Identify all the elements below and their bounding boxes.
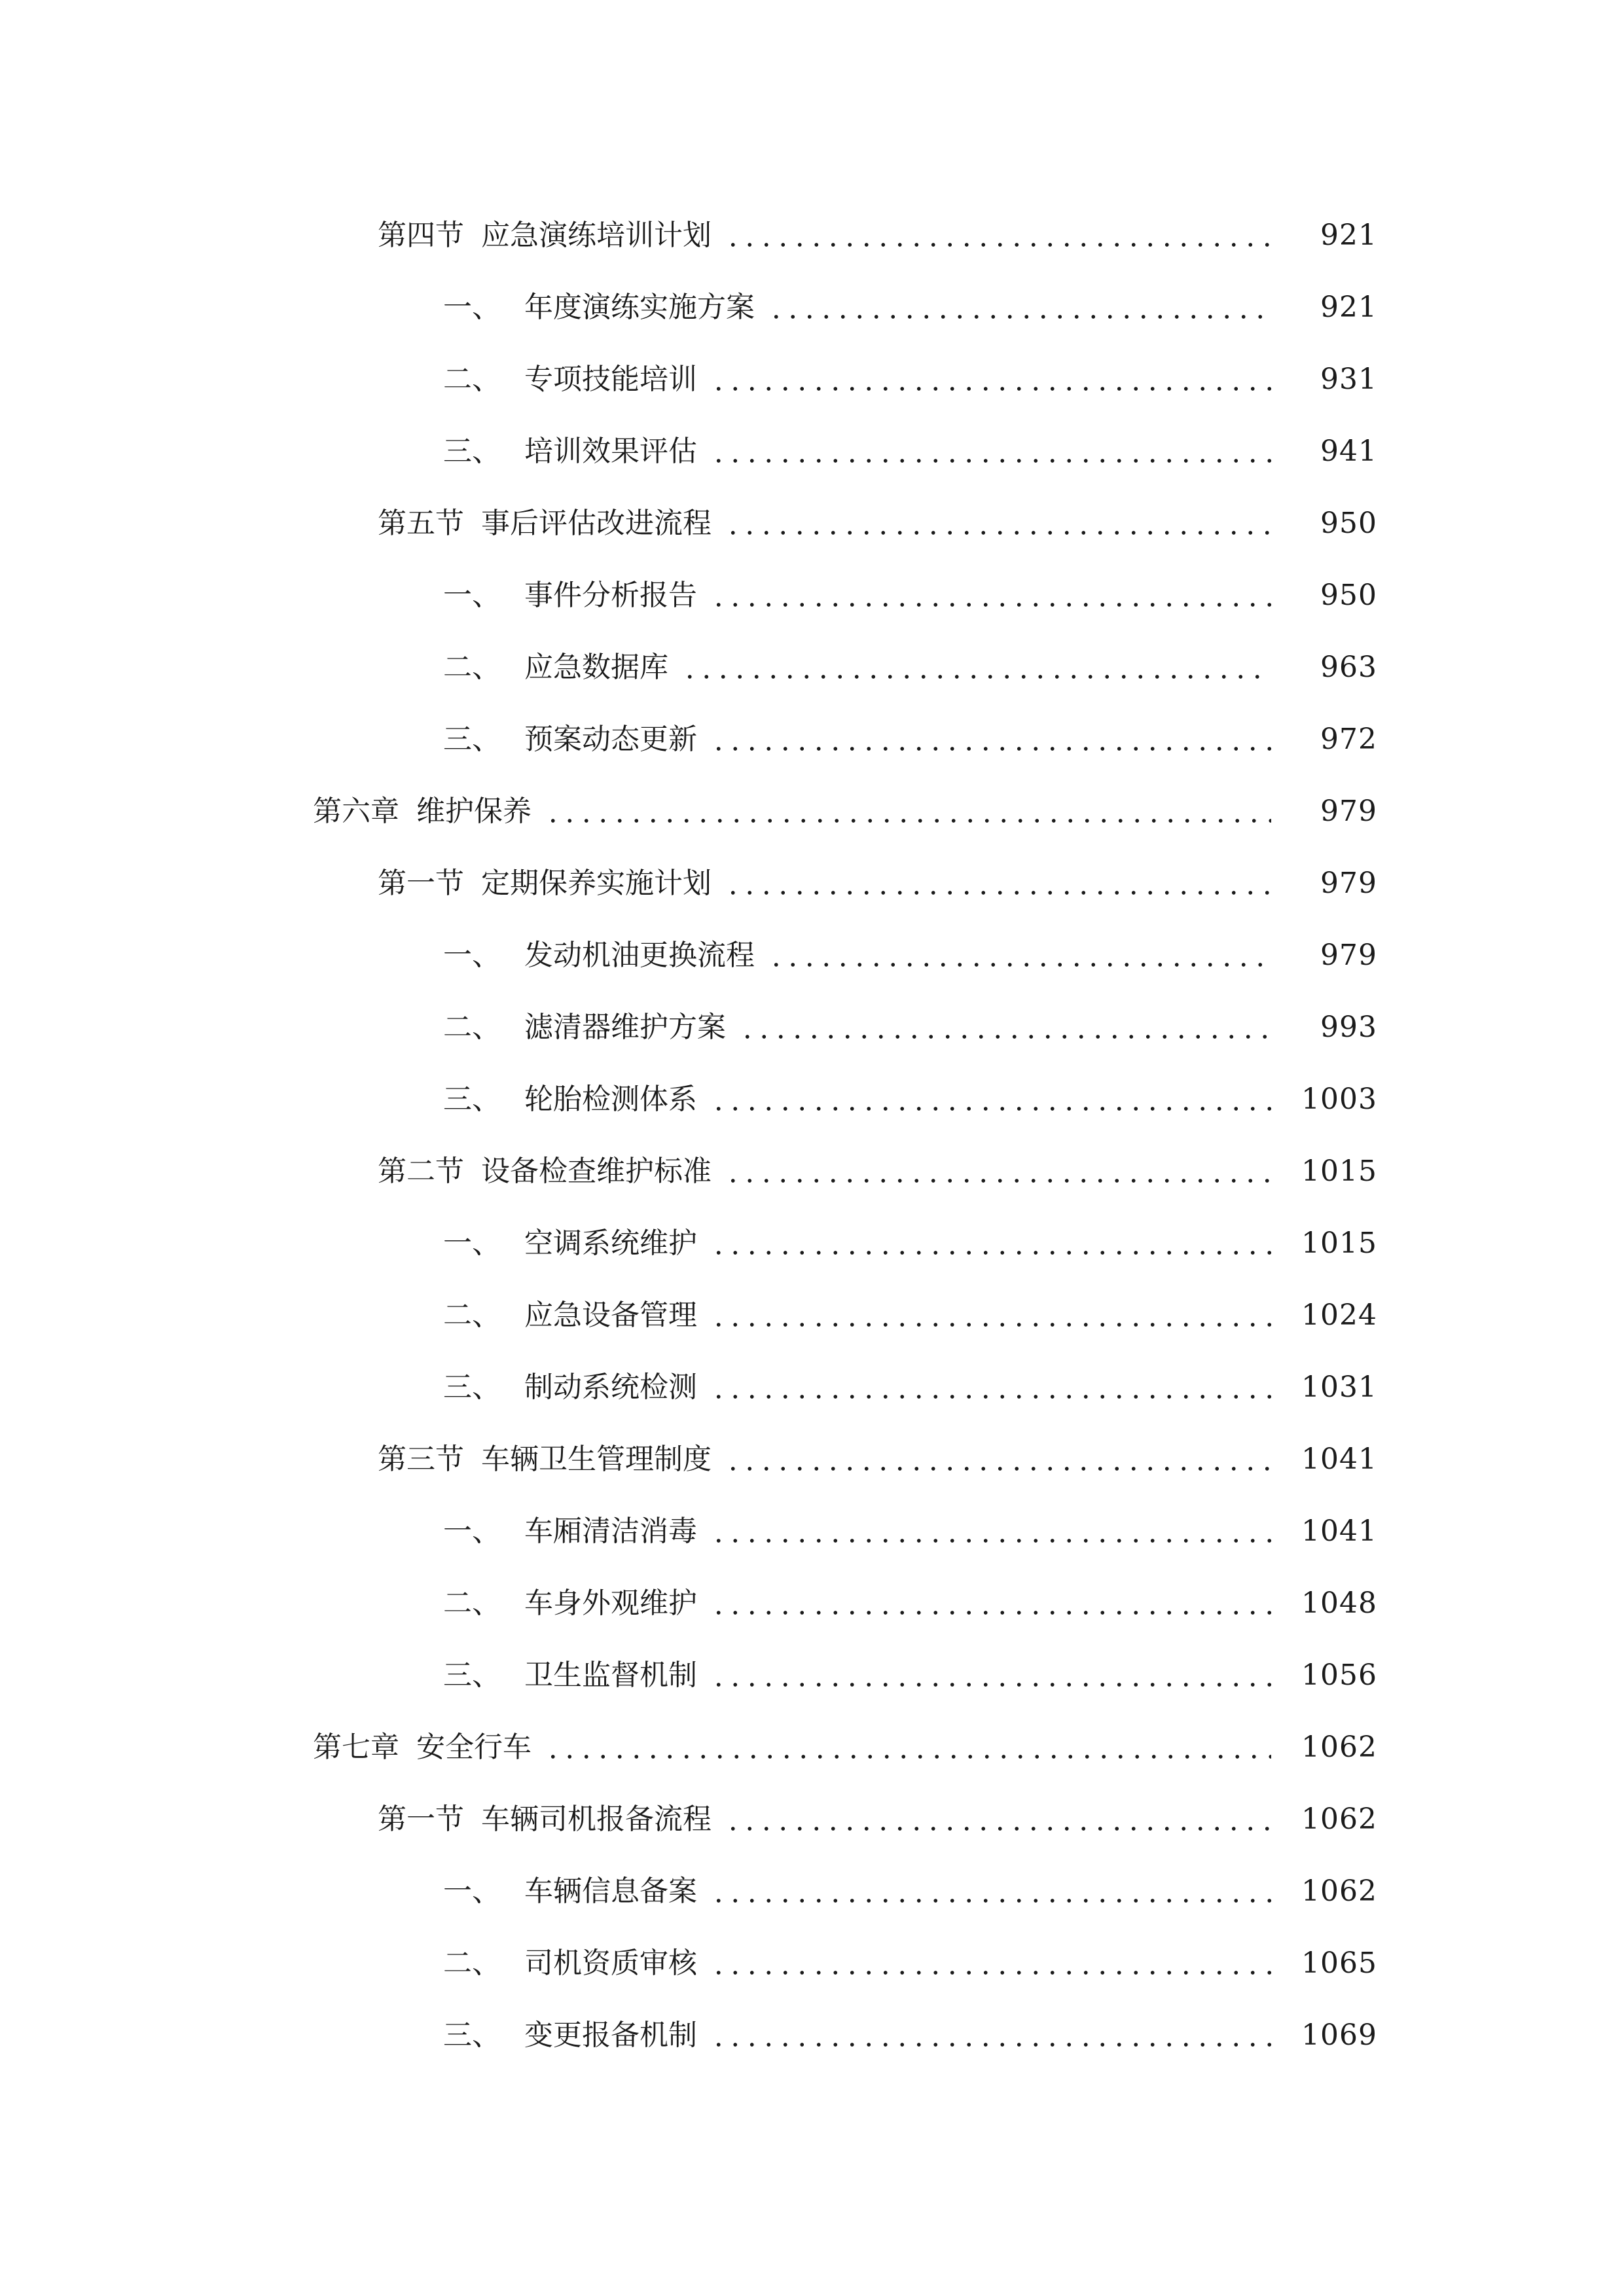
toc-entry[interactable] <box>0 704 1624 776</box>
entry-page: 950 <box>1320 579 1377 612</box>
entry-title: 应急数据库 <box>524 651 668 684</box>
toc-entry[interactable] <box>0 848 1624 920</box>
toc-entry[interactable] <box>0 1568 1624 1640</box>
toc-entry[interactable] <box>0 488 1624 560</box>
entry-number: 二、 <box>443 1011 501 1044</box>
entry-title: 滤清器维护方案 <box>524 1011 726 1044</box>
toc-entry[interactable] <box>0 1280 1624 1352</box>
entry-page: 1056 <box>1301 1659 1377 1692</box>
entry-number: 三、 <box>443 1083 501 1116</box>
entry-title: 专项技能培训 <box>524 363 697 396</box>
dot-leader <box>768 293 1271 322</box>
dot-leader <box>768 941 1271 970</box>
entry-number: 二、 <box>443 1299 501 1332</box>
entry-title: 安全行车 <box>416 1731 532 1764</box>
dot-leader <box>725 869 1271 898</box>
toc-entry[interactable] <box>0 344 1624 416</box>
entry-title: 车厢清洁消毒 <box>524 1515 697 1548</box>
entry-page: 1065 <box>1301 1946 1377 1980</box>
entry-number: 二、 <box>443 651 501 684</box>
entry-number: 二、 <box>443 1946 501 1980</box>
dot-leader <box>725 221 1271 250</box>
entry-title: 车辆卫生管理制度 <box>481 1443 712 1476</box>
entry-number: 第一节 <box>378 867 464 900</box>
dot-leader <box>725 1805 1271 1834</box>
entry-title: 年度演练实施方案 <box>524 291 755 324</box>
entry-title: 车身外观维护 <box>524 1587 697 1620</box>
table-of-contents <box>0 200 1624 2072</box>
toc-entry[interactable] <box>0 920 1624 992</box>
dot-leader <box>710 1517 1271 1546</box>
entry-page: 1062 <box>1301 1874 1377 1908</box>
entry-page: 1062 <box>1301 1731 1377 1764</box>
dot-leader <box>681 653 1271 682</box>
toc-entry[interactable] <box>0 1208 1624 1280</box>
dot-leader <box>710 2021 1271 2050</box>
entry-page: 1024 <box>1301 1299 1377 1332</box>
entry-page: 1003 <box>1301 1083 1377 1116</box>
toc-entry[interactable] <box>0 776 1624 848</box>
dot-leader <box>710 1661 1271 1690</box>
toc-entry[interactable] <box>0 1640 1624 1712</box>
dot-leader <box>725 509 1271 538</box>
entry-number: 第三节 <box>378 1443 464 1476</box>
entry-title: 应急演练培训计划 <box>481 219 712 252</box>
entry-number: 二、 <box>443 363 501 396</box>
dot-leader <box>710 1301 1271 1330</box>
entry-page: 941 <box>1320 435 1377 468</box>
entry-number: 三、 <box>443 2018 501 2052</box>
dot-leader <box>545 797 1271 826</box>
entry-title: 发动机油更换流程 <box>524 939 755 972</box>
entry-title: 车辆司机报备流程 <box>481 1803 712 1836</box>
entry-page: 921 <box>1320 291 1377 324</box>
dot-leader <box>725 1445 1271 1474</box>
dot-leader <box>725 1157 1271 1186</box>
entry-page: 963 <box>1320 651 1377 684</box>
entry-page: 950 <box>1320 507 1377 540</box>
entry-page: 1069 <box>1301 2018 1377 2052</box>
toc-entry[interactable] <box>0 560 1624 632</box>
toc-entry[interactable] <box>0 1496 1624 1568</box>
dot-leader <box>710 1949 1271 1978</box>
entry-page: 1031 <box>1301 1371 1377 1404</box>
entry-number: 一、 <box>443 579 501 612</box>
toc-entry[interactable] <box>0 1928 1624 2000</box>
entry-title: 应急设备管理 <box>524 1299 697 1332</box>
entry-number: 第二节 <box>378 1155 464 1188</box>
entry-page: 979 <box>1320 795 1377 828</box>
entry-number: 三、 <box>443 435 501 468</box>
entry-number: 一、 <box>443 1515 501 1548</box>
entry-title: 预案动态更新 <box>524 723 697 756</box>
entry-number: 一、 <box>443 1874 501 1908</box>
dot-leader <box>710 365 1271 394</box>
dot-leader <box>545 1733 1271 1762</box>
entry-title: 事后评估改进流程 <box>481 507 712 540</box>
entry-page: 1041 <box>1301 1443 1377 1476</box>
toc-entry[interactable] <box>0 992 1624 1064</box>
entry-number: 第六章 <box>313 795 399 828</box>
dot-leader <box>739 1013 1271 1042</box>
entry-page: 979 <box>1320 867 1377 900</box>
entry-title: 培训效果评估 <box>524 435 697 468</box>
toc-entry[interactable] <box>0 1856 1624 1928</box>
toc-entry[interactable] <box>0 1424 1624 1496</box>
entry-title: 车辆信息备案 <box>524 1874 697 1908</box>
toc-entry[interactable] <box>0 1136 1624 1208</box>
toc-entry[interactable] <box>0 632 1624 704</box>
entry-number: 第七章 <box>313 1731 399 1764</box>
entry-page: 1062 <box>1301 1803 1377 1836</box>
dot-leader <box>710 437 1271 466</box>
dot-leader <box>710 581 1271 610</box>
entry-title: 空调系统维护 <box>524 1227 697 1260</box>
entry-page: 1048 <box>1301 1587 1377 1620</box>
toc-entry[interactable] <box>0 416 1624 488</box>
dot-leader <box>710 1877 1271 1906</box>
entry-number: 二、 <box>443 1587 501 1620</box>
entry-number: 第五节 <box>378 507 464 540</box>
entry-page: 993 <box>1320 1011 1377 1044</box>
entry-number: 三、 <box>443 723 501 756</box>
entry-title: 卫生监督机制 <box>524 1659 697 1692</box>
entry-page: 1041 <box>1301 1515 1377 1548</box>
toc-entry[interactable] <box>0 2000 1624 2072</box>
entry-number: 三、 <box>443 1659 501 1692</box>
entry-title: 变更报备机制 <box>524 2018 697 2052</box>
entry-page: 972 <box>1320 723 1377 756</box>
toc-entry[interactable] <box>0 1784 1624 1856</box>
entry-number: 一、 <box>443 291 501 324</box>
entry-number: 一、 <box>443 1227 501 1260</box>
entry-page: 931 <box>1320 363 1377 396</box>
entry-title: 轮胎检测体系 <box>524 1083 697 1116</box>
entry-number: 第四节 <box>378 219 464 252</box>
entry-page: 1015 <box>1301 1227 1377 1260</box>
entry-page: 979 <box>1320 939 1377 972</box>
toc-entry[interactable] <box>0 1712 1624 1784</box>
toc-entry[interactable] <box>0 1064 1624 1136</box>
dot-leader <box>710 1373 1271 1402</box>
dot-leader <box>710 1589 1271 1618</box>
toc-entry[interactable] <box>0 272 1624 344</box>
entry-page: 921 <box>1320 219 1377 252</box>
dot-leader <box>710 1085 1271 1114</box>
entry-page: 1015 <box>1301 1155 1377 1188</box>
entry-title: 定期保养实施计划 <box>481 867 712 900</box>
toc-entry[interactable] <box>0 200 1624 272</box>
entry-title: 设备检查维护标准 <box>481 1155 712 1188</box>
entry-number: 一、 <box>443 939 501 972</box>
dot-leader <box>710 725 1271 754</box>
toc-entry[interactable] <box>0 1352 1624 1424</box>
entry-title: 事件分析报告 <box>524 579 697 612</box>
entry-title: 维护保养 <box>416 795 532 828</box>
entry-title: 司机资质审核 <box>524 1946 697 1980</box>
dot-leader <box>710 1229 1271 1258</box>
entry-number: 第一节 <box>378 1803 464 1836</box>
entry-title: 制动系统检测 <box>524 1371 697 1404</box>
entry-number: 三、 <box>443 1371 501 1404</box>
